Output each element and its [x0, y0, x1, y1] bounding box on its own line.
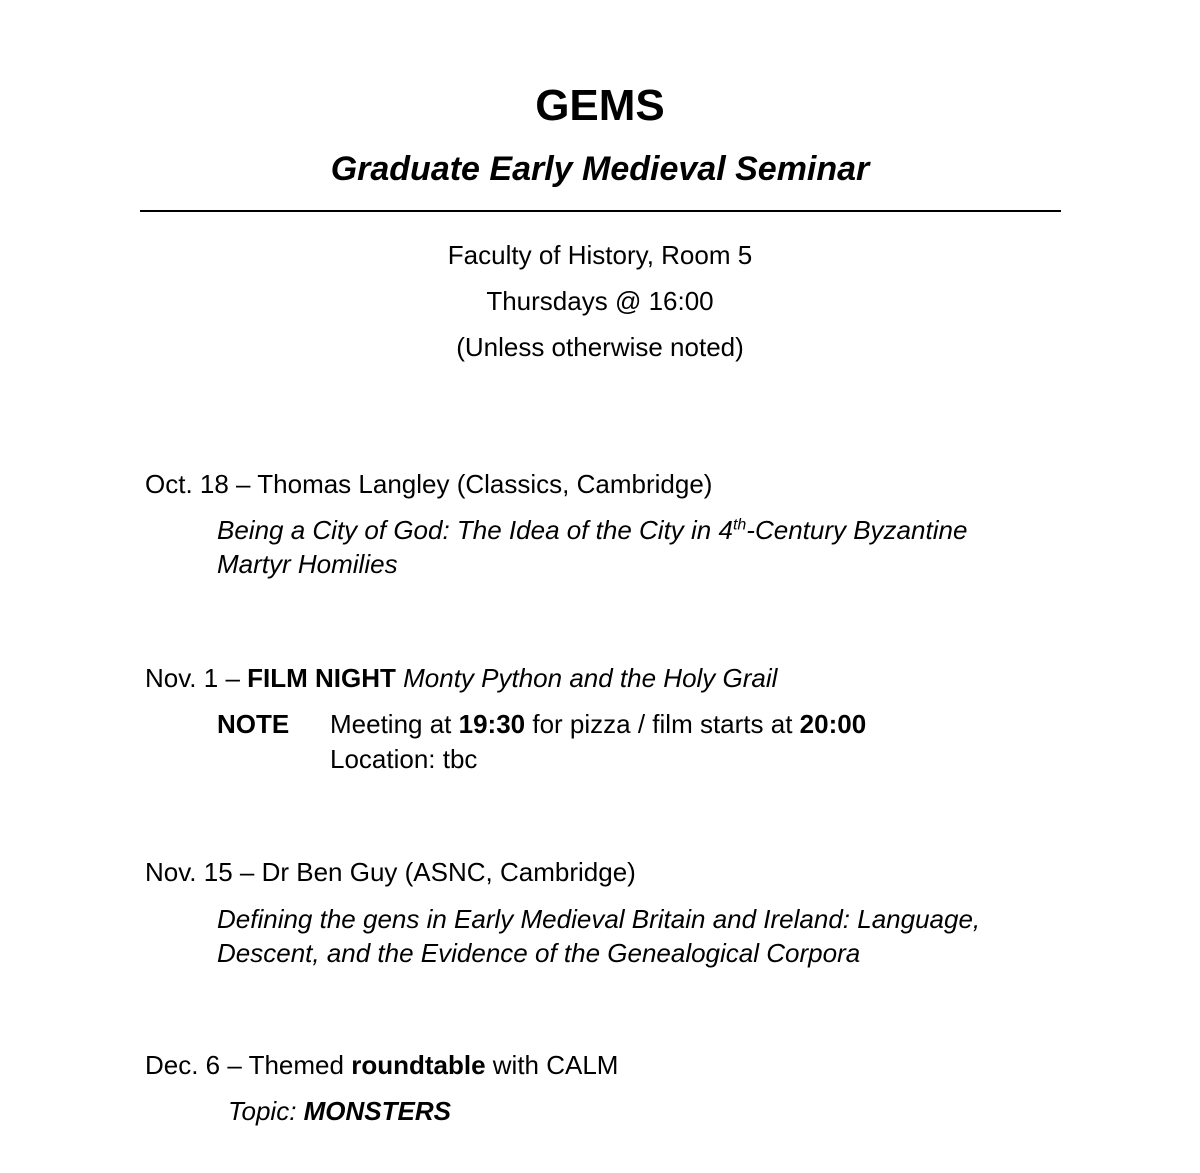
note-text: for pizza / film starts at [525, 709, 800, 739]
note-label: NOTE [217, 709, 290, 739]
venue-time: Thursdays @ 16:00 [486, 286, 714, 316]
venue-note: (Unless otherwise noted) [456, 332, 744, 362]
event-speaker: Dr Ben Guy (ASNC, Cambridge) [261, 857, 636, 887]
event-date: Nov. 15 – [145, 857, 262, 887]
note-time: 20:00 [799, 709, 867, 739]
event-oct18-title-line1 [217, 513, 967, 547]
talk-title-text: -Century Byzantine [746, 515, 968, 545]
event-speaker: Thomas Langley (Classics, Cambridge) [257, 469, 713, 499]
note-time: 19:30 [458, 709, 526, 739]
note-text: Meeting at [330, 709, 459, 739]
venue-location: Faculty of History, Room 5 [447, 240, 753, 270]
event-label: FILM NIGHT [247, 663, 396, 693]
event-nov1-heading [145, 662, 777, 694]
topic-value: MONSTERS [303, 1096, 451, 1126]
event-nov1-note-text [330, 708, 866, 740]
event-nov15-title-line1: Defining the gens in Early Medieval Britain and Ireland: Language, [217, 904, 981, 934]
event-dec6-heading [145, 1049, 618, 1081]
event-date: Dec. 6 – [145, 1050, 249, 1080]
event-dec6-topic [228, 1095, 451, 1127]
event-film: Monty Python and the Holy Grail [403, 663, 778, 693]
event-nov15-heading [145, 856, 636, 888]
talk-title-text: Being a City of God: The Idea of the City in 4 [217, 515, 733, 545]
page-subtitle: Graduate Early Medieval Seminar [330, 150, 870, 188]
event-date: Nov. 1 – [145, 663, 248, 693]
event-nov15-title-line2: Descent, and the Evidence of the Genealogical Corpora [217, 938, 861, 968]
event-date: Oct. 18 – [145, 469, 258, 499]
topic-label: Topic: [228, 1096, 304, 1126]
event-oct18-heading [145, 468, 712, 500]
event-text: Themed [248, 1050, 352, 1080]
event-text: with CALM [485, 1050, 619, 1080]
event-format: roundtable [351, 1050, 486, 1080]
event-nov1-note-label [217, 708, 289, 740]
event-oct18-title-line2: Martyr Homilies [217, 549, 398, 579]
talk-title-superscript: th [732, 516, 747, 534]
event-nov1-location: Location: tbc [330, 744, 478, 774]
page-title: GEMS [535, 81, 665, 130]
header-divider [140, 210, 1061, 212]
